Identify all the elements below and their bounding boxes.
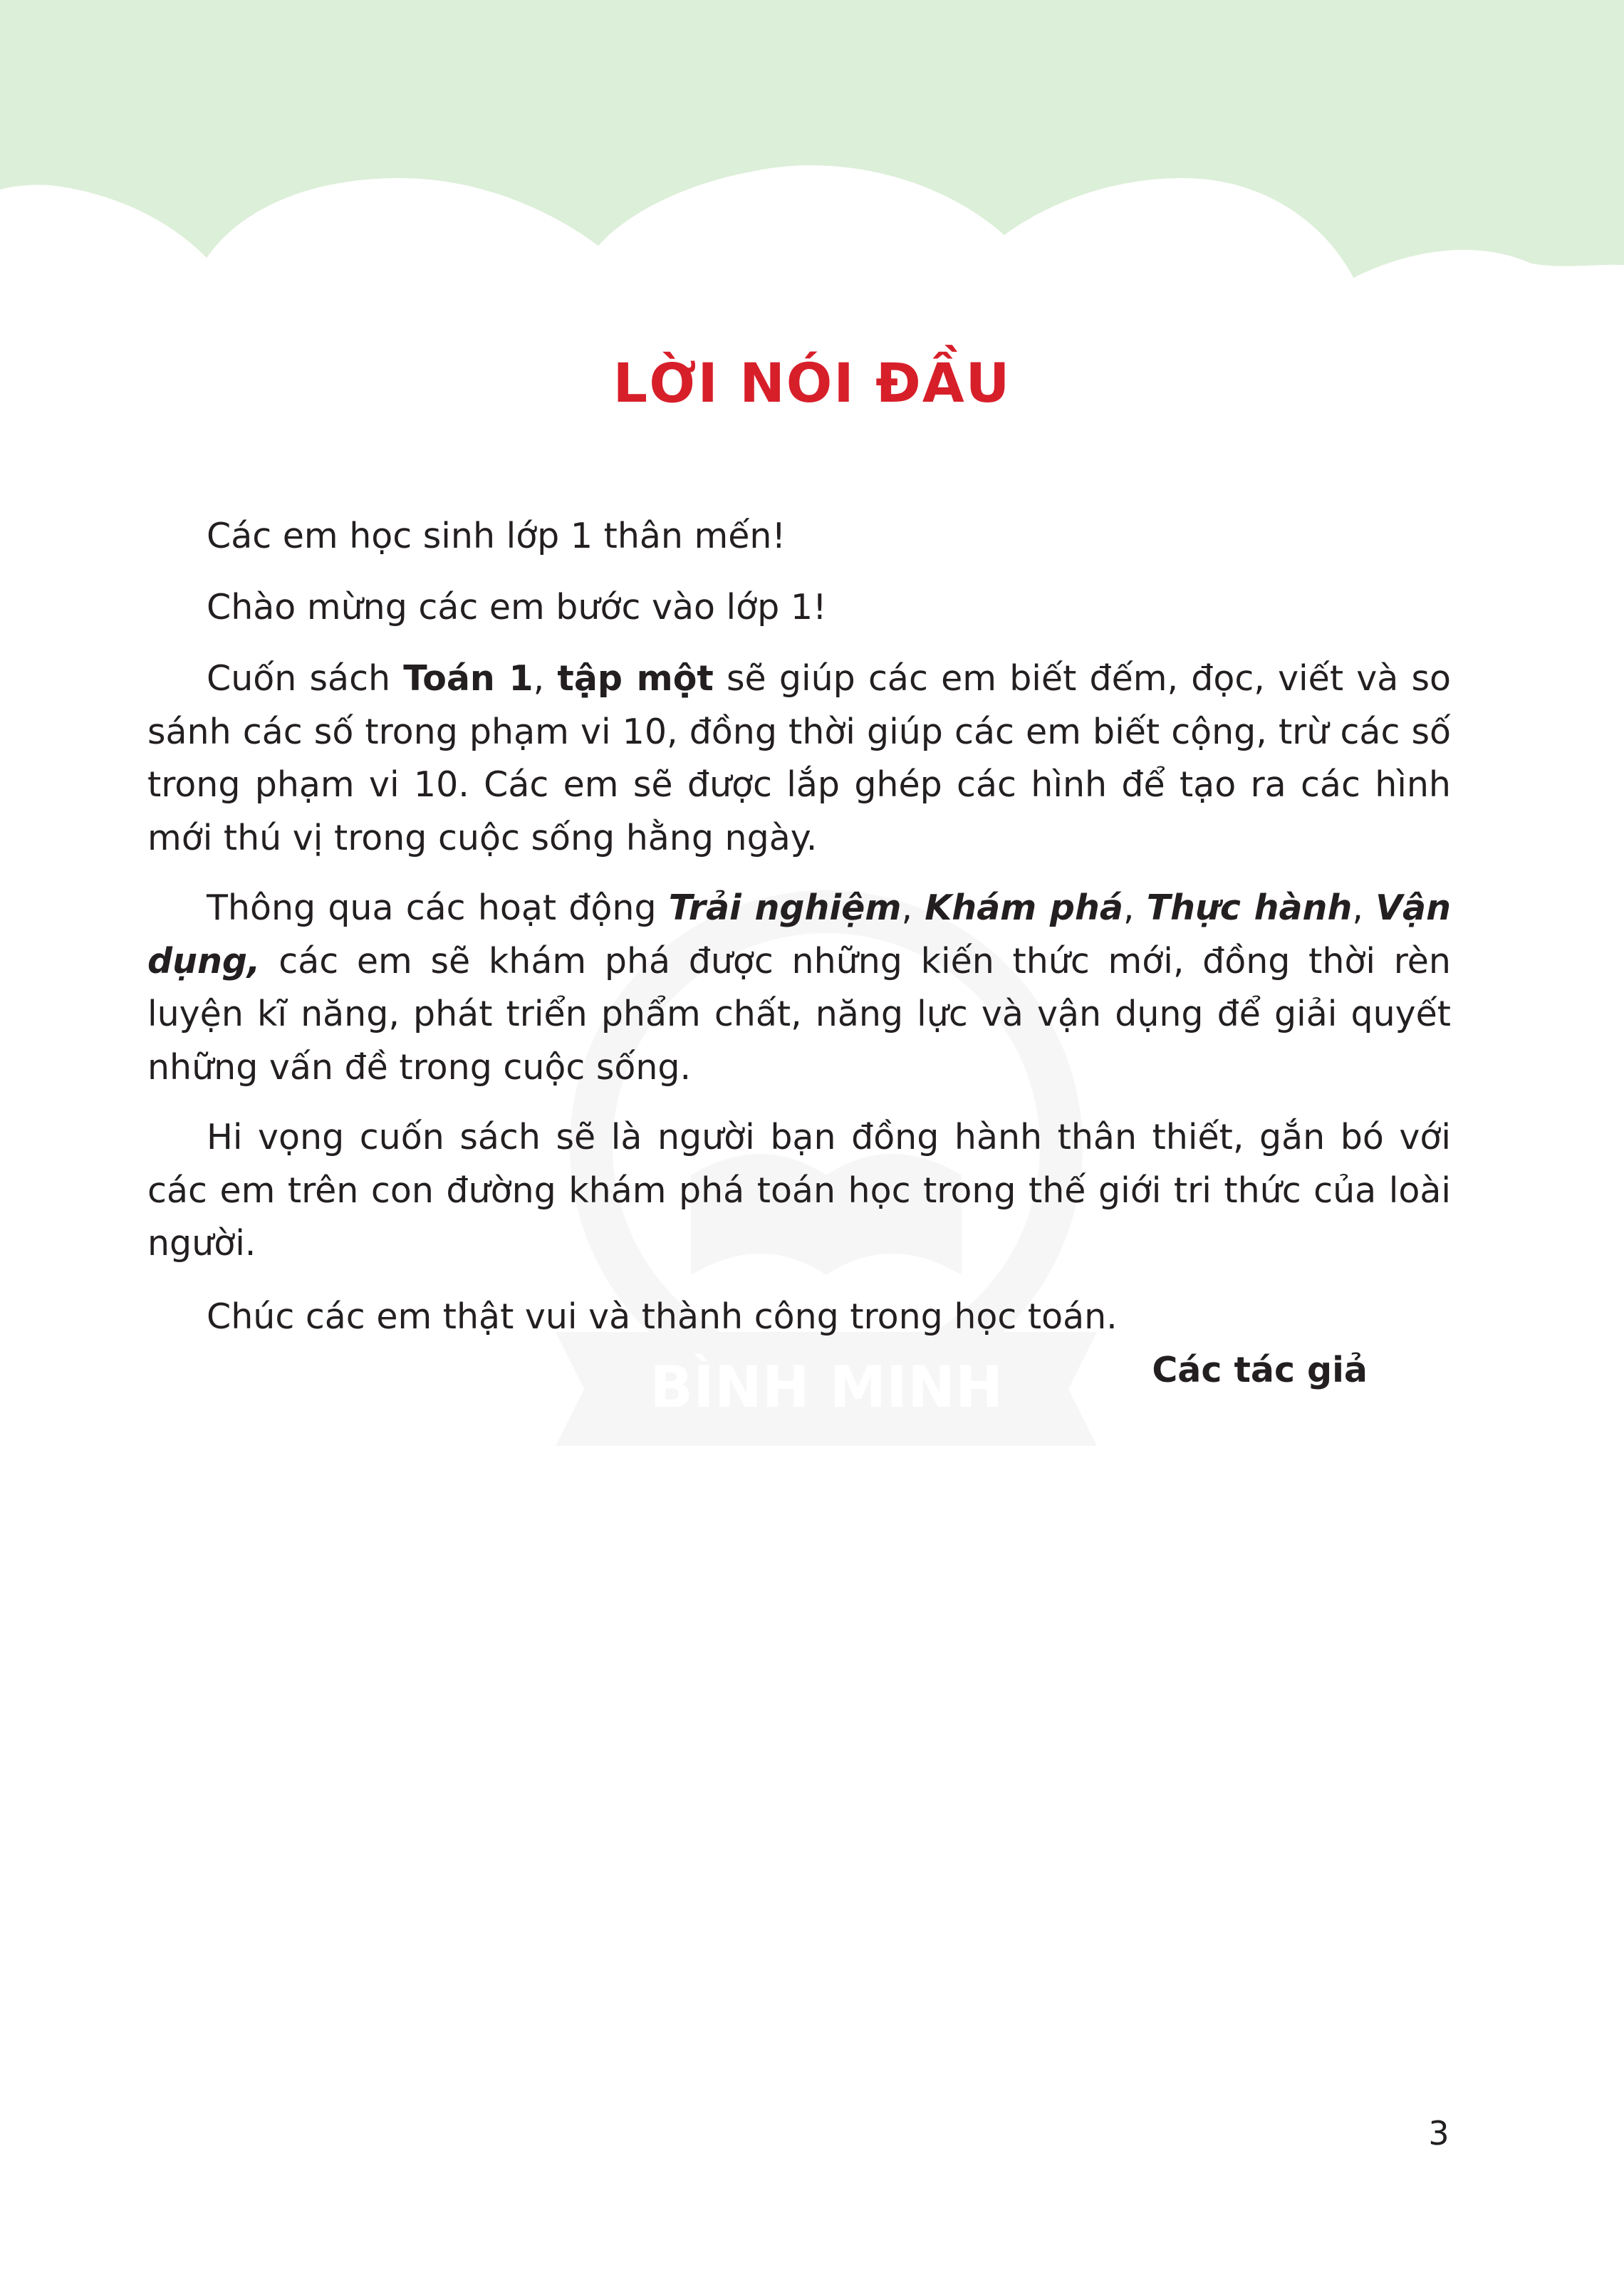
- cloud-header-background: [0, 0, 1624, 285]
- p4-sep-1: ,: [901, 887, 925, 928]
- activity-trai-nghiem: Trải nghiệm: [668, 887, 902, 928]
- p4-rest: các em sẽ khám phá được những kiến thức mới, đồng thời rèn luyện kĩ năng, phát triển phẩm chất, năng lực và vận dụng để giải quyết những vấn đề trong cuộc sống.: [147, 940, 1451, 1088]
- hope-paragraph: Hi vọng cuốn sách sẽ là người bạn đồng hành thân thiết, gắn bó với các em trên con đường khám phá toán học trong thế giới tri thức của loài người.: [147, 1117, 1451, 1264]
- page-number: 3: [1428, 2114, 1449, 2153]
- book-intro-paragraph: [147, 652, 1451, 865]
- welcome-paragraph: Chào mừng các em bước vào lớp 1!: [207, 587, 827, 628]
- watermark-text: BÌNH MINH: [650, 1354, 1003, 1420]
- activity-thuc-hanh: Thực hành: [1146, 887, 1353, 928]
- activity-kham-pha: Khám phá: [925, 887, 1123, 928]
- p4-lead: Thông qua các hoạt động: [207, 887, 669, 928]
- wish-paragraph: Chúc các em thật vui và thành công trong học toán.: [207, 1296, 1118, 1337]
- p4-sep-2: ,: [1123, 887, 1147, 928]
- page-title: LỜI NÓI ĐẦU: [613, 351, 1011, 415]
- book-volume: tập một: [557, 658, 714, 699]
- book-name: Toán 1: [403, 658, 533, 699]
- greeting-paragraph: Các em học sinh lớp 1 thân mến!: [207, 516, 786, 556]
- authors-signature: Các tác giả: [1152, 1350, 1368, 1390]
- activities-paragraph: [147, 882, 1451, 1094]
- p4-sep-3: ,: [1352, 887, 1376, 928]
- p3-rest: sẽ giúp các em biết đếm, đọc, viết và so sánh các số trong phạm vi 10, đồng thời giúp các em biết cộng, trừ các số trong phạm vi 10. Các em sẽ được lắp ghép các hình để tạo ra các hình mới thú vị trong cuộc sống hằng ngày.: [147, 658, 1451, 858]
- p3-lead: Cuốn sách: [207, 658, 404, 699]
- activity-van-dung: Vận dụng,: [147, 887, 1451, 982]
- p3-comma: ,: [533, 658, 558, 699]
